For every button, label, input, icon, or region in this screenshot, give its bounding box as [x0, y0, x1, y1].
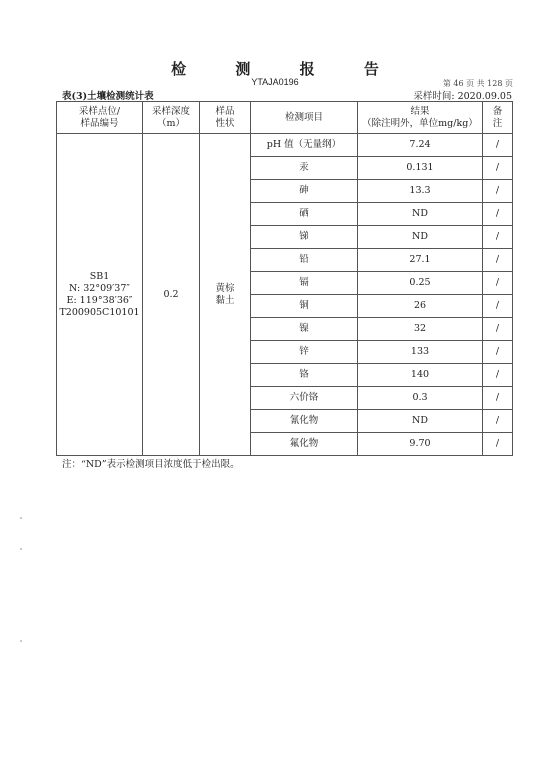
depth-cell: 0.2	[143, 134, 200, 456]
result-cell: 0.25	[358, 272, 483, 295]
page-indicator: 第 46 页 共 128 页	[442, 79, 513, 88]
remark-cell: /	[483, 203, 513, 226]
scan-speck	[20, 517, 22, 519]
test-item-cell: 铜	[251, 295, 358, 318]
test-item-cell: pH 值（无量纲）	[251, 134, 358, 157]
result-cell: 140	[358, 364, 483, 387]
scan-speck	[20, 640, 22, 642]
property-cell: 黄棕 黏土	[200, 134, 251, 456]
remark-cell: /	[483, 433, 513, 456]
result-cell: 32	[358, 318, 483, 341]
sample-point-cell: SB1 N: 32°09′37″ E: 119°38′36″ T200905C10101	[57, 134, 143, 456]
result-cell: 9.70	[358, 433, 483, 456]
table-row	[57, 134, 513, 157]
test-item-cell: 镍	[251, 318, 358, 341]
test-item-cell: 六价铬	[251, 387, 358, 410]
result-cell: 13.3	[358, 180, 483, 203]
result-cell: 26	[358, 295, 483, 318]
test-item-cell: 氰化物	[251, 410, 358, 433]
report-number: YTAJA0196	[251, 77, 299, 87]
header-sample-property: 样品 性状	[200, 102, 251, 134]
remark-cell: /	[483, 249, 513, 272]
remark-cell: /	[483, 318, 513, 341]
remark-cell: /	[483, 226, 513, 249]
soil-results-table	[56, 101, 513, 456]
header-result: 结果 （除注明外，单位mg/kg）	[358, 102, 483, 134]
test-item-cell: 氟化物	[251, 433, 358, 456]
remark-cell: /	[483, 341, 513, 364]
footnote: 注：“ND”表示检测项目浓度低于检出限。	[62, 459, 240, 470]
table-caption: 表(3)土壤检测统计表	[62, 91, 154, 102]
test-item-cell: 硒	[251, 203, 358, 226]
table-header-row	[57, 102, 513, 134]
result-cell: ND	[358, 410, 483, 433]
test-item-cell: 镉	[251, 272, 358, 295]
result-cell: 27.1	[358, 249, 483, 272]
remark-cell: /	[483, 157, 513, 180]
header-sample-point: 采样点位/ 样品编号	[57, 102, 143, 134]
header-remark: 备 注	[483, 102, 513, 134]
header-test-item: 检测项目	[251, 102, 358, 134]
result-cell: ND	[358, 226, 483, 249]
result-cell: 7.24	[358, 134, 483, 157]
remark-cell: /	[483, 410, 513, 433]
remark-cell: /	[483, 387, 513, 410]
result-cell: 133	[358, 341, 483, 364]
scan-speck	[20, 548, 22, 550]
result-cell: ND	[358, 203, 483, 226]
report-title: 检 测 报 告	[171, 60, 401, 78]
sampling-time: 采样时间: 2020.09.05	[413, 91, 512, 102]
remark-cell: /	[483, 364, 513, 387]
test-item-cell: 铬	[251, 364, 358, 387]
remark-cell: /	[483, 295, 513, 318]
remark-cell: /	[483, 180, 513, 203]
test-item-cell: 铅	[251, 249, 358, 272]
test-item-cell: 锌	[251, 341, 358, 364]
test-item-cell: 汞	[251, 157, 358, 180]
result-cell: 0.131	[358, 157, 483, 180]
test-item-cell: 锑	[251, 226, 358, 249]
remark-cell: /	[483, 134, 513, 157]
test-item-cell: 砷	[251, 180, 358, 203]
remark-cell: /	[483, 272, 513, 295]
header-depth: 采样深度 （m）	[143, 102, 200, 134]
result-cell: 0.3	[358, 387, 483, 410]
